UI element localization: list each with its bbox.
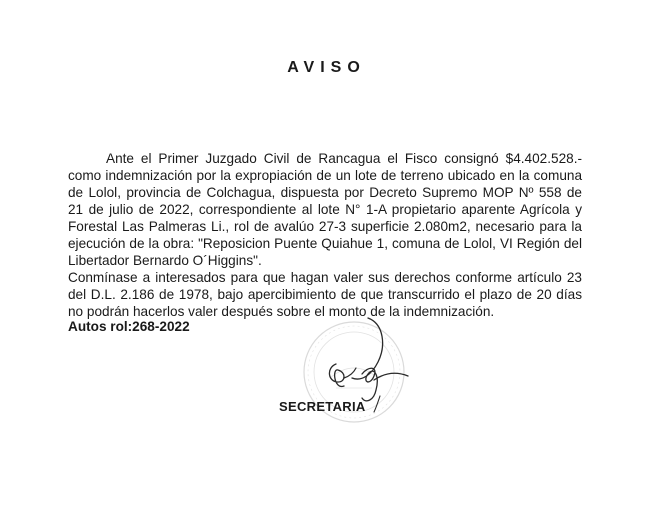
page-title: AVISO [287,59,366,76]
body-paragraph: Conmínase a interesados para que hagan valer sus derechos conforme artículo 23 del D.L. 2.186 de 1978, bajo apercibimiento de que transcurrido el plazo de 20 días no podrán hacerlos valer después sobre el monto de la indemnización. [68,270,582,319]
notice-body [68,150,582,320]
body-paragraph: Ante el Primer Juzgado Civil de Rancagua el Fisco consignó $4.402.528.- como indemnización por la expropiación de un lote de terreno ubicado en la comuna de Lolol, provincia de Colchagua, dispuesta por Decreto Supremo MOP Nº 558 de 21 de julio de 2022, correspondiente al lote N° 1-A propietario aparente Agrícola y Forestal Las Palmeras Li., rol de avalúo 27-3 superficie 2.080m2, necesario para la ejecución de la obra: "Reposicion Puente Quiahue 1, comuna de Lolol, VI Región del Libertador Bernardo O´Higgins". [68,151,582,268]
case-reference: Autos rol:268-2022 [68,319,190,334]
signatory-label: SECRETARIA [279,399,366,414]
